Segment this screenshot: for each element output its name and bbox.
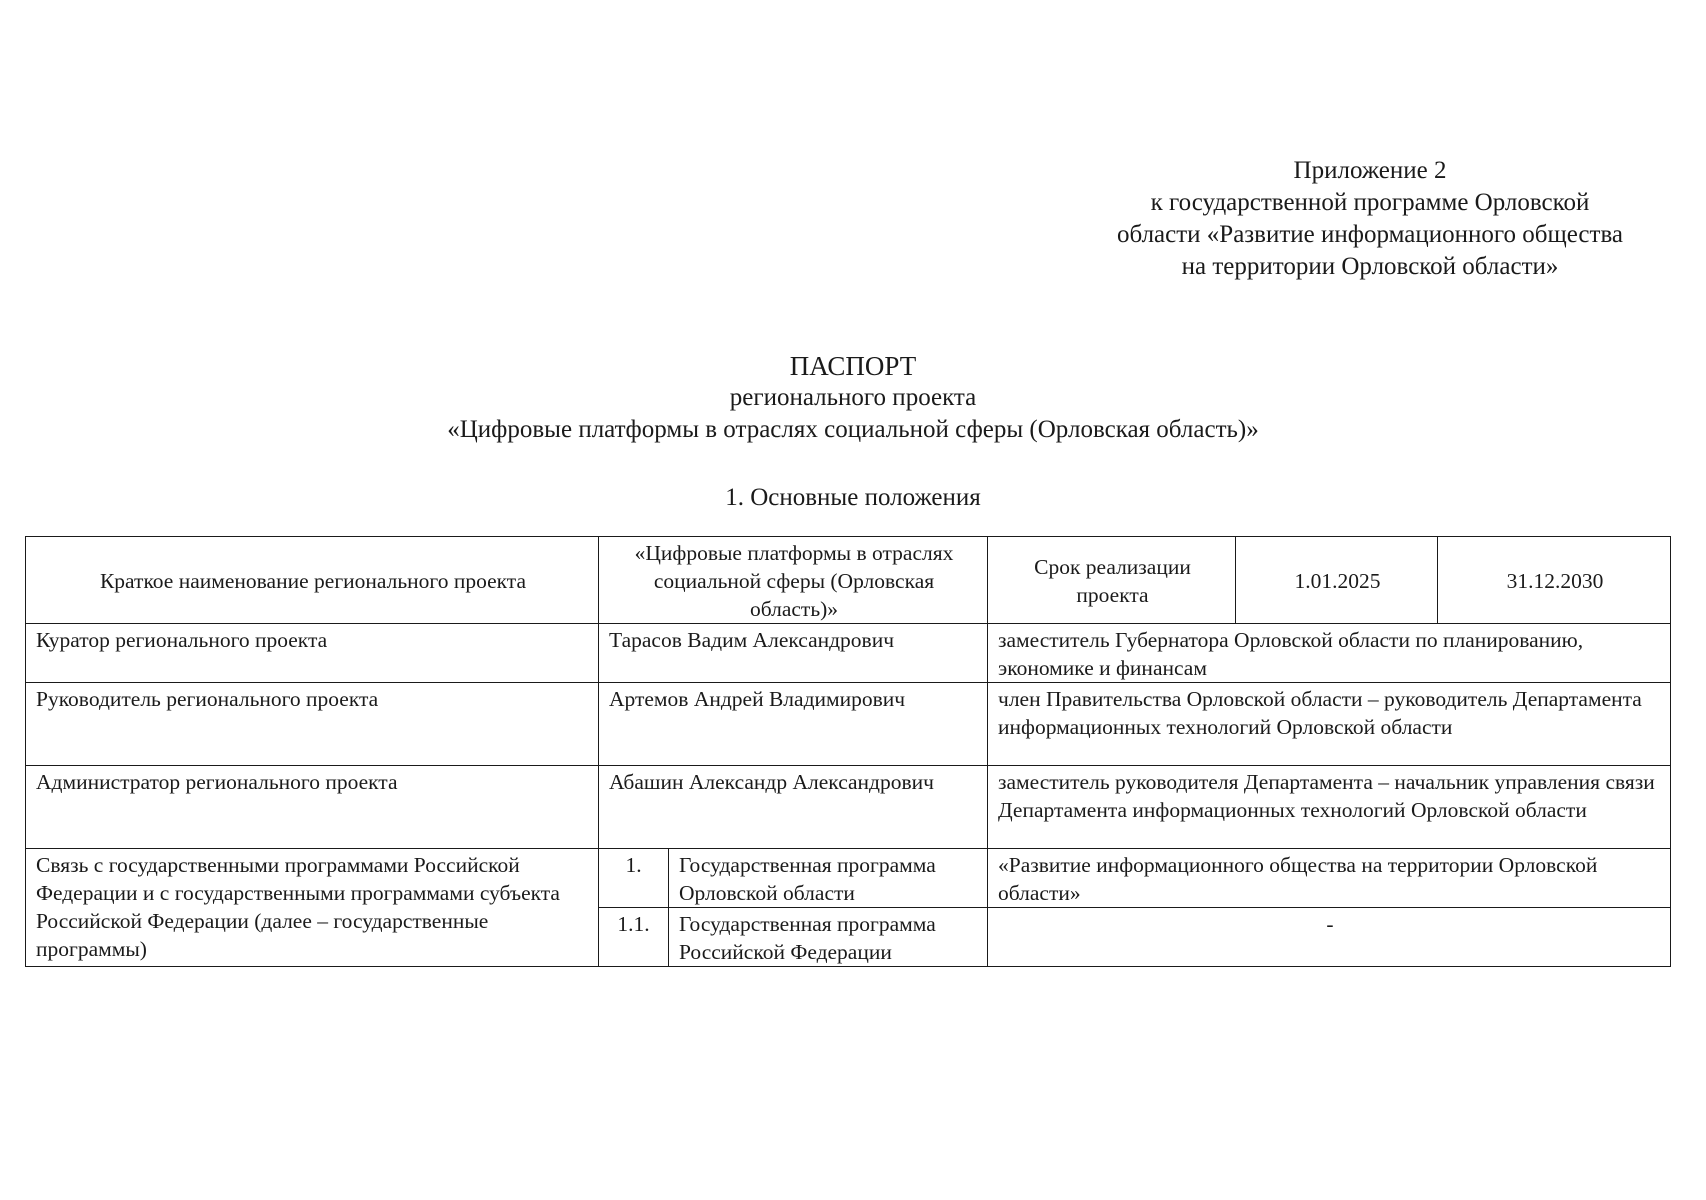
curator-position: заместитель Губернатора Орловской области по планированию, экономике и финансам [988,624,1671,683]
link2-value: - [988,908,1671,967]
appendix-line-3: области «Развитие информационного общества [1116,221,1624,248]
table-row-program-link-1 [26,849,1671,908]
admin-name: Абашин Александр Александрович [599,766,988,849]
document-title [300,350,1406,446]
curator-label: Куратор регионального проекта [26,624,599,683]
title-line-passport: ПАСПОРТ [789,351,917,381]
admin-label: Администратор регионального проекта [26,766,599,849]
short-name-value: «Цифровые платформы в отраслях социальной сферы (Орловская область)» [599,537,988,624]
admin-position: заместитель руководителя Департамента – начальник управления связи Департамента информационных технологий Орловской области [988,766,1671,849]
table-row-leader [26,683,1671,766]
term-label: Срок реализации проекта [988,537,1236,624]
link2-type: Государственная программа Российской Федерации [669,908,988,967]
link2-number: 1.1. [599,908,669,967]
table-row-administrator [26,766,1671,849]
appendix-line-4: на территории Орловской области» [1181,253,1559,280]
link1-value: «Развитие информационного общества на территории Орловской области» [988,849,1671,908]
leader-name: Артемов Андрей Владимирович [599,683,988,766]
leader-label: Руководитель регионального проекта [26,683,599,766]
table-row-short-name [26,537,1671,624]
end-date: 31.12.2030 [1438,537,1671,624]
curator-name: Тарасов Вадим Александрович [599,624,988,683]
start-date: 1.01.2025 [1236,537,1438,624]
appendix-line-2: к государственной программе Орловской [1150,189,1590,216]
leader-position: член Правительства Орловской области – руководитель Департамента информационных технологий Орловской области [988,683,1671,766]
links-label: Связь с государственными программами Российской Федерации и с государственными программами субъекта Российской Федерации (далее – государственные программы) [26,849,599,967]
section-heading: 1. Основные положения [725,484,981,511]
passport-table [25,536,1671,967]
link1-type: Государственная программа Орловской области [669,849,988,908]
table-row-curator [26,624,1671,683]
title-line-project: регионального проекта [729,384,977,411]
appendix-line-1: Приложение 2 [1293,157,1447,184]
link1-number: 1. [599,849,669,908]
short-name-label: Краткое наименование регионального проекта [26,537,599,624]
appendix-caption [1060,155,1680,283]
title-line-name: «Цифровые платформы в отраслях социальной сферы (Орловская область)» [447,416,1259,443]
